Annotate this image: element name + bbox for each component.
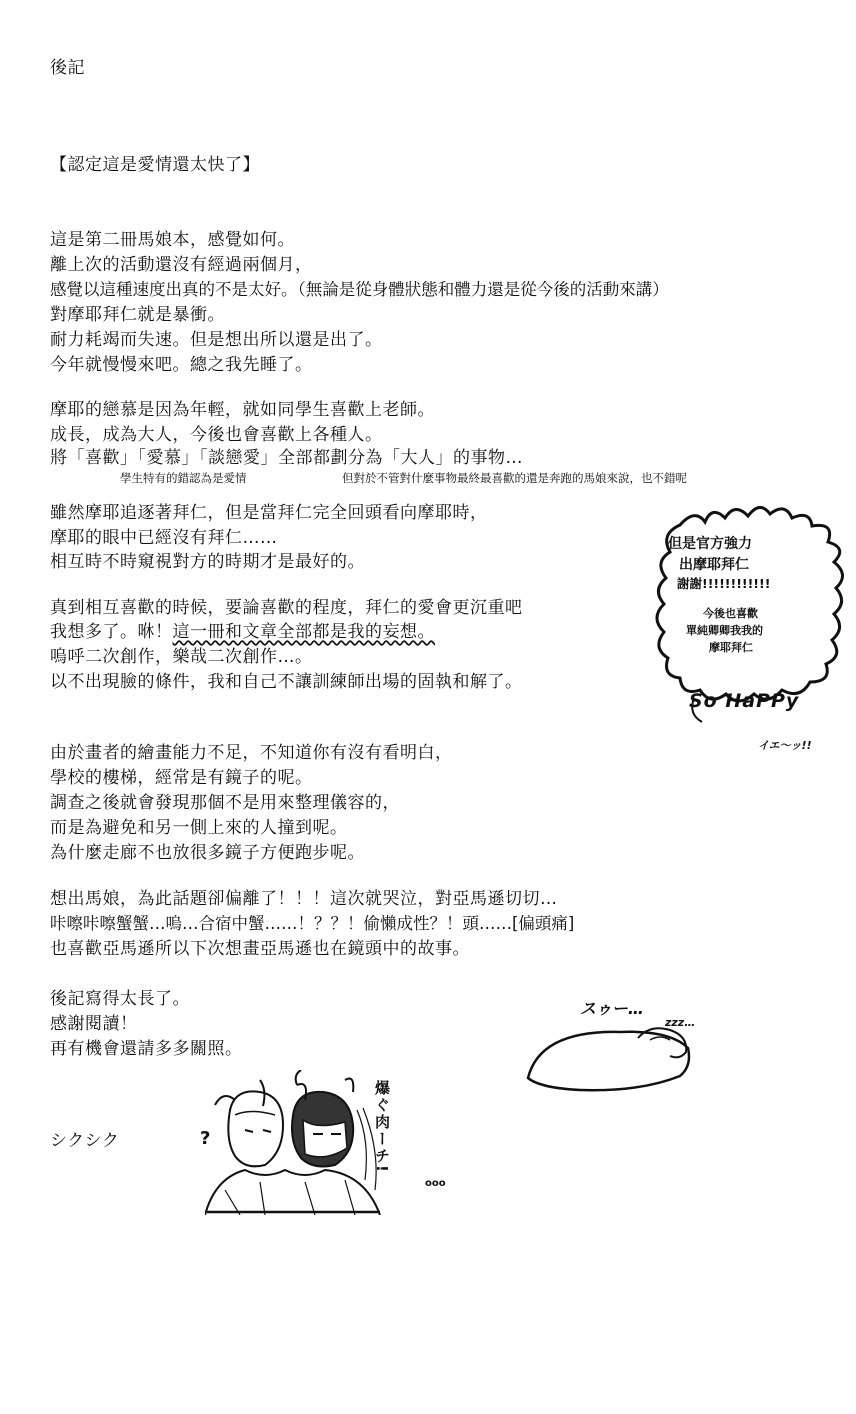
bubble-text-line: 出摩耶拜仁 — [679, 557, 749, 573]
bubble-text-line: 但是官方強力 — [668, 536, 752, 552]
text-line: 成長，成為大人，今後也會喜歡上各種人。 — [50, 425, 383, 445]
bubble-text-line: 今後也喜歡 — [703, 607, 758, 620]
text-line: 對摩耶拜仁就是暴衝。 — [50, 305, 225, 325]
question-mark-sfx: ? — [200, 1128, 211, 1149]
text-line: 學校的樓梯，經常是有鏡子的呢。 — [50, 768, 313, 788]
annotation-note-left: 學生特有的錯認為是愛情 — [120, 471, 247, 485]
text-line: 由於畫者的繪畫能力不足，不知道你有沒有看明白， — [50, 743, 453, 763]
annotation-note-right: 但對於不管對什麼事物最終最喜歡的還是奔跑的馬娘來說，也不錯呢 — [342, 471, 687, 485]
text-line: 雖然摩耶追逐著拜仁，但是當拜仁完全回頭看向摩耶時， — [50, 503, 488, 523]
text-line: 摩耶的眼中已經沒有拜仁…… — [50, 528, 278, 548]
vertical-sfx: 爆ぐ肉ーチ! — [373, 1080, 391, 1174]
sleep-sfx: スゥー… — [580, 999, 644, 1018]
wavy-underlined-text: 這一冊和文章全部都是我的妄想。 — [172, 622, 435, 642]
text-line: 為什麼走廊不也放很多鏡子方便跑步呢。 — [50, 843, 365, 863]
text-line: 將「喜歡」「愛慕」「談戀愛」全部都劃分為「大人」的事物… — [50, 448, 523, 468]
signature: シクシク — [50, 1131, 120, 1151]
text-segment: 我想多了。咻！ — [50, 622, 173, 642]
text-line: 咔嚓咔嚓蟹蟹…嗚…合宿中蟹……！？？！偷懶成性？！頭……[偏頭痛] — [50, 914, 575, 933]
text-line: 摩耶的戀慕是因為年輕，就如同學生喜歡上老師。 — [50, 400, 435, 420]
text-line: 以不出現臉的條件，我和自己不讓訓練師出場的固執和解了。 — [50, 672, 523, 692]
text-line: 真到相互喜歡的時候，要論喜歡的程度，拜仁的愛會更沉重吧 — [50, 598, 523, 618]
text-line: 相互時不時窺視對方的時期才是最好的。 — [50, 552, 365, 572]
text-line: 離上次的活動還沒有經過兩個月， — [50, 255, 313, 275]
text-line: 而是為避免和另一側上來的人撞到呢。 — [50, 818, 348, 838]
character-sketch-illustration — [205, 1070, 455, 1215]
text-line — [50, 620, 435, 644]
so-happy-handwriting: So HaPPy — [689, 690, 800, 712]
zzz-sfx: zzz… — [665, 1016, 696, 1029]
text-line: 後記寫得太長了。 — [50, 989, 190, 1009]
text-line: 耐力耗竭而失速。但是想出所以還是出了。 — [50, 330, 383, 350]
text-line: 這是第二冊馬娘本，感覺如何。 — [50, 230, 295, 250]
text-line: 調查之後就會發現那個不是用來整理儀容的， — [50, 793, 400, 813]
text-line: 嗚呼二次創作，樂哉二次創作…。 — [50, 647, 313, 667]
bubble-text-line: 摩耶拜仁 — [709, 641, 753, 654]
small-sfx: ooo — [425, 1178, 446, 1189]
page-title: 後記 — [50, 58, 85, 78]
text-line: 再有機會還請多多關照。 — [50, 1039, 243, 1059]
bubble-text-line: 謝謝!!!!!!!!!!!! — [677, 576, 771, 591]
text-line: 感覺以這種速度出真的不是太好。（無論是從身體狀態和體力還是從今後的活動來講） — [50, 280, 669, 299]
text-line: 感謝閱讀！ — [50, 1014, 138, 1034]
section-heading: 【認定這是愛情還太快了】 — [50, 155, 260, 175]
text-line: 今年就慢慢來吧。總之我先睡了。 — [50, 355, 313, 375]
text-line: 想出馬娘，為此話題卻偏離了！！！這次就哭泣，對亞馬遜切切… — [50, 889, 558, 909]
sfx-handwriting: イエ〜ッ!! — [758, 739, 812, 752]
bubble-text-line: 單純卿卿我我的 — [686, 624, 763, 637]
text-line: 也喜歡亞馬遜所以下次想畫亞馬遜也在鏡頭中的故事。 — [50, 939, 470, 959]
